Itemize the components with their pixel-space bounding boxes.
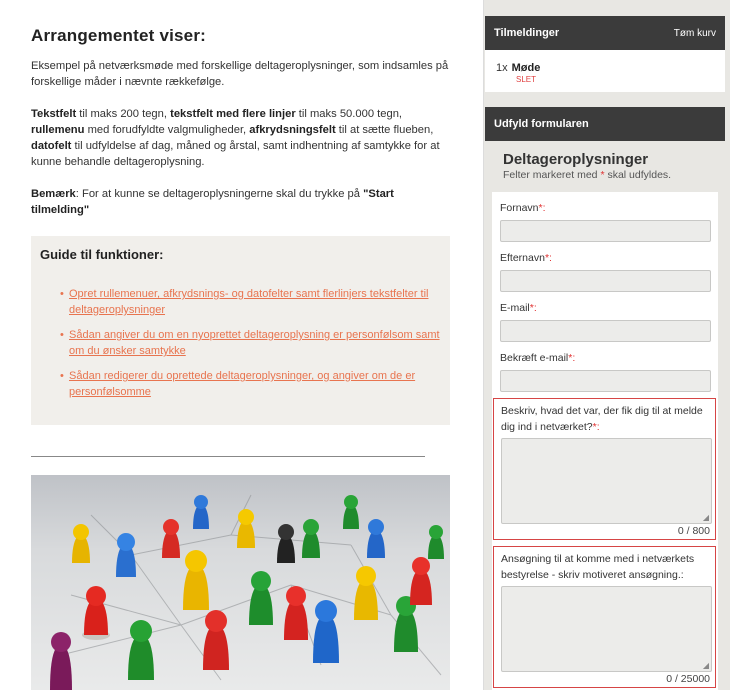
guide-list-item [61, 286, 440, 318]
first-name-field [500, 202, 711, 242]
motivation-field [493, 398, 716, 540]
bullet-icon: • [60, 370, 64, 382]
participant-form [485, 141, 725, 690]
required-hint [503, 169, 707, 181]
application-field [493, 546, 716, 688]
email-input[interactable] [500, 320, 711, 342]
motivation-textarea[interactable] [501, 438, 712, 524]
motivation-char-counter: 0 / 800 [677, 525, 710, 537]
application-char-counter: 0 / 25000 [666, 673, 710, 685]
form-section-header [485, 141, 725, 181]
label-text: Efternavn [500, 252, 545, 264]
form-fields [492, 192, 718, 690]
cart-header [485, 16, 725, 50]
page-title: Arrangementet viser: [31, 26, 207, 45]
text-bold: datofelt [31, 140, 72, 152]
label-text: E-mail [500, 302, 530, 314]
text-run: til at sætte flueben, [335, 124, 434, 136]
resize-handle-icon[interactable]: ◢ [702, 661, 709, 670]
guide-links [40, 286, 440, 400]
text-run: til maks 50.000 tegn, [295, 108, 403, 120]
text-bold: Bemærk [31, 188, 76, 200]
bullet-icon: • [60, 329, 64, 341]
email-field [500, 302, 711, 342]
cart-title: Tilmeldinger [494, 27, 560, 39]
email-confirm-field [500, 352, 711, 392]
note-text [31, 186, 449, 218]
cart-body [485, 50, 725, 92]
required-star: *: [544, 252, 552, 264]
hint-text: skal udfyldes. [604, 169, 672, 181]
first-name-input[interactable] [500, 220, 711, 242]
required-star: *: [592, 421, 600, 433]
last-name-input[interactable] [500, 270, 711, 292]
label-text: Fornavn [500, 202, 539, 214]
email-label [500, 302, 711, 314]
text-bold: Tekstfelt [31, 108, 77, 120]
guide-list-item [61, 327, 440, 359]
resize-handle-icon[interactable]: ◢ [702, 513, 709, 522]
last-name-field [500, 252, 711, 292]
motivation-label [501, 403, 710, 435]
text-bold: rullemenu [31, 124, 85, 136]
application-label: Ansøgning til at komme med i netværkets bestyrelse - skriv motiveret ansøgning.: [501, 553, 695, 581]
guide-link-edit-fields[interactable]: Sådan redigerer du oprettede deltageroplysninger, og angiver om de er personfølsomme [69, 370, 416, 398]
cart-item [496, 62, 714, 74]
text-run: til maks 200 tegn, [76, 108, 171, 120]
cart-item-qty: 1x [496, 62, 508, 74]
form-panel-title: Udfyld formularen [494, 118, 589, 130]
delete-item-button[interactable]: SLET [516, 75, 537, 84]
guide-link-sensitive-consent[interactable]: Sådan angiver du om en nyoprettet deltageroplysning er personfølsom samt om du ønsker samtykke [69, 329, 440, 357]
text-bold: tekstfelt med flere linjer [170, 108, 296, 120]
board-game-pieces-image [31, 475, 450, 690]
required-star: * [600, 169, 605, 181]
bullet-icon: • [60, 288, 64, 300]
email-confirm-input[interactable] [500, 370, 711, 392]
section-title: Deltageroplysninger [503, 151, 649, 168]
text-run: med forudfyldte valgmuligheder, [84, 124, 250, 136]
last-name-label [500, 252, 711, 264]
text-bold: "Start tilmelding" [31, 188, 394, 216]
guide-box [31, 236, 450, 425]
label-text: Bekræft e-mail [500, 352, 569, 364]
field-types-description [31, 106, 449, 170]
empty-cart-button[interactable]: Tøm kurv [673, 27, 716, 39]
application-textarea[interactable] [501, 586, 712, 672]
guide-list-item [61, 368, 440, 400]
first-name-label [500, 202, 711, 214]
required-star: *: [538, 202, 546, 214]
email-confirm-label [500, 352, 711, 364]
divider [31, 456, 425, 457]
required-star: *: [568, 352, 576, 364]
cart-item-name: Møde [511, 62, 541, 74]
guide-title: Guide til funktioner: [40, 247, 164, 262]
hint-text: Felter markeret med [503, 169, 601, 181]
text-run: til udfyldelse af dag, måned og årstal, samt indhentning af samtykke for at kunne behandle deltageroplysning. [31, 140, 440, 168]
text-bold: afkrydsningsfelt [249, 124, 336, 136]
form-header [485, 107, 725, 141]
label-text: Beskriv, hvad det var, der fik dig til at melde dig ind i netværket? [501, 405, 703, 433]
intro-text: Eksempel på netværksmøde med forskellige deltageroplysninger, som indsamles på forskellige måder i nævnte rækkefølge. [31, 60, 449, 88]
required-star: *: [529, 302, 537, 314]
guide-link-create-fields[interactable]: Opret rullemenuer, afkrydsnings- og datofelter samt flerlinjers tekstfelter til deltageroplysninger [69, 288, 429, 316]
text-run: : For at kunne se deltageroplysningerne skal du trykke på [75, 188, 364, 200]
event-photo [31, 475, 450, 690]
